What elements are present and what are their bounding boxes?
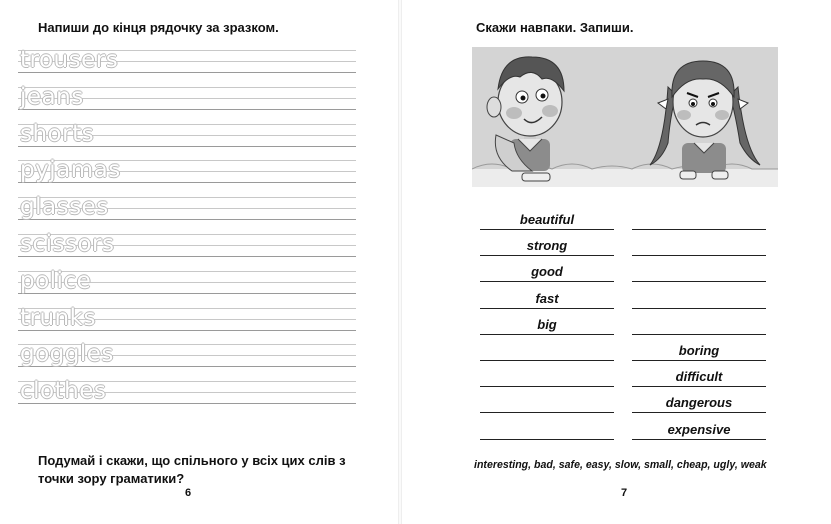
answer-line [632,334,766,335]
opposite-right-slot [632,313,766,335]
trace-word: glasses [20,194,109,221]
opposite-left-slot [480,313,614,335]
opposite-right-slot [632,365,766,387]
answer-line [480,229,614,230]
trace-row [18,118,356,156]
trace-row [18,265,356,303]
trace-row [18,154,356,192]
adjective-word: expensive [667,421,731,437]
answer-line [480,360,614,361]
answer-line [480,255,614,256]
left-page [0,0,400,524]
opposite-left-slot [480,287,614,309]
trace-word: goggles [20,341,114,368]
boy-girl-illustration [472,47,778,187]
opposite-left-slot [480,365,614,387]
adjective-word: beautiful [519,212,575,227]
opposite-right-slot [632,287,766,309]
trace-word: clothes [20,378,107,405]
adjective-word: good [531,264,563,280]
trace-row [18,191,356,229]
trace-word: pyjamas [20,157,121,184]
answer-line [480,334,614,335]
answer-line [632,360,766,361]
answer-line [632,229,766,230]
answer-line [632,281,766,282]
adjective-word: boring [678,343,720,358]
trace-row [18,228,356,266]
answer-line [480,281,614,282]
opposite-right-slot [632,234,766,256]
right-instruction: Скажи навпаки. Запиши. [476,20,634,35]
trace-word: trunks [20,304,96,331]
opposite-right-slot [632,339,766,361]
answer-line [632,255,766,256]
word-bank: interesting, bad, safe, easy, slow, small, cheap, ugly, weak [474,459,767,471]
opposite-right-slot [632,391,766,413]
answer-line [632,412,766,413]
trace-row [18,375,356,413]
trace-word: police [20,267,92,294]
left-instruction: Напиши до кінця рядочку за зразком. [38,20,279,35]
opposite-right-slot [632,418,766,440]
trace-row [18,302,356,340]
answer-line [480,412,614,413]
opposite-left-slot [480,234,614,256]
trace-word: scissors [20,231,115,257]
opposite-left-slot [480,391,614,413]
answer-line [632,308,766,309]
adjective-word: difficult [675,369,723,385]
adjective-word: big [537,316,557,332]
page-number-right: 7 [621,487,628,499]
opposite-left-slot [480,260,614,282]
trace-word: trousers [20,47,119,73]
trace-row [18,81,356,119]
opposite-right-slot [632,208,766,230]
adjective-word: fast [535,290,559,306]
page-number-left: 6 [185,487,192,499]
trace-word: shorts [20,120,95,147]
adjective-word: dangerous [665,395,733,411]
grammar-question: Подумай і скажи, що спільного у всіх цих слів з точки зору граматики? [38,453,346,486]
answer-line [480,439,614,440]
trace-row [18,44,356,82]
answer-line [632,439,766,440]
answer-line [480,308,614,309]
trace-row [18,338,356,376]
illustration-svg [472,47,778,187]
opposite-left-slot [480,339,614,361]
opposite-right-slot [632,260,766,282]
adjective-word: strong [526,238,568,254]
answer-line [480,386,614,387]
opposite-left-slot [480,208,614,230]
trace-word: jeans [20,83,84,110]
opposite-left-slot [480,418,614,440]
answer-line [632,386,766,387]
